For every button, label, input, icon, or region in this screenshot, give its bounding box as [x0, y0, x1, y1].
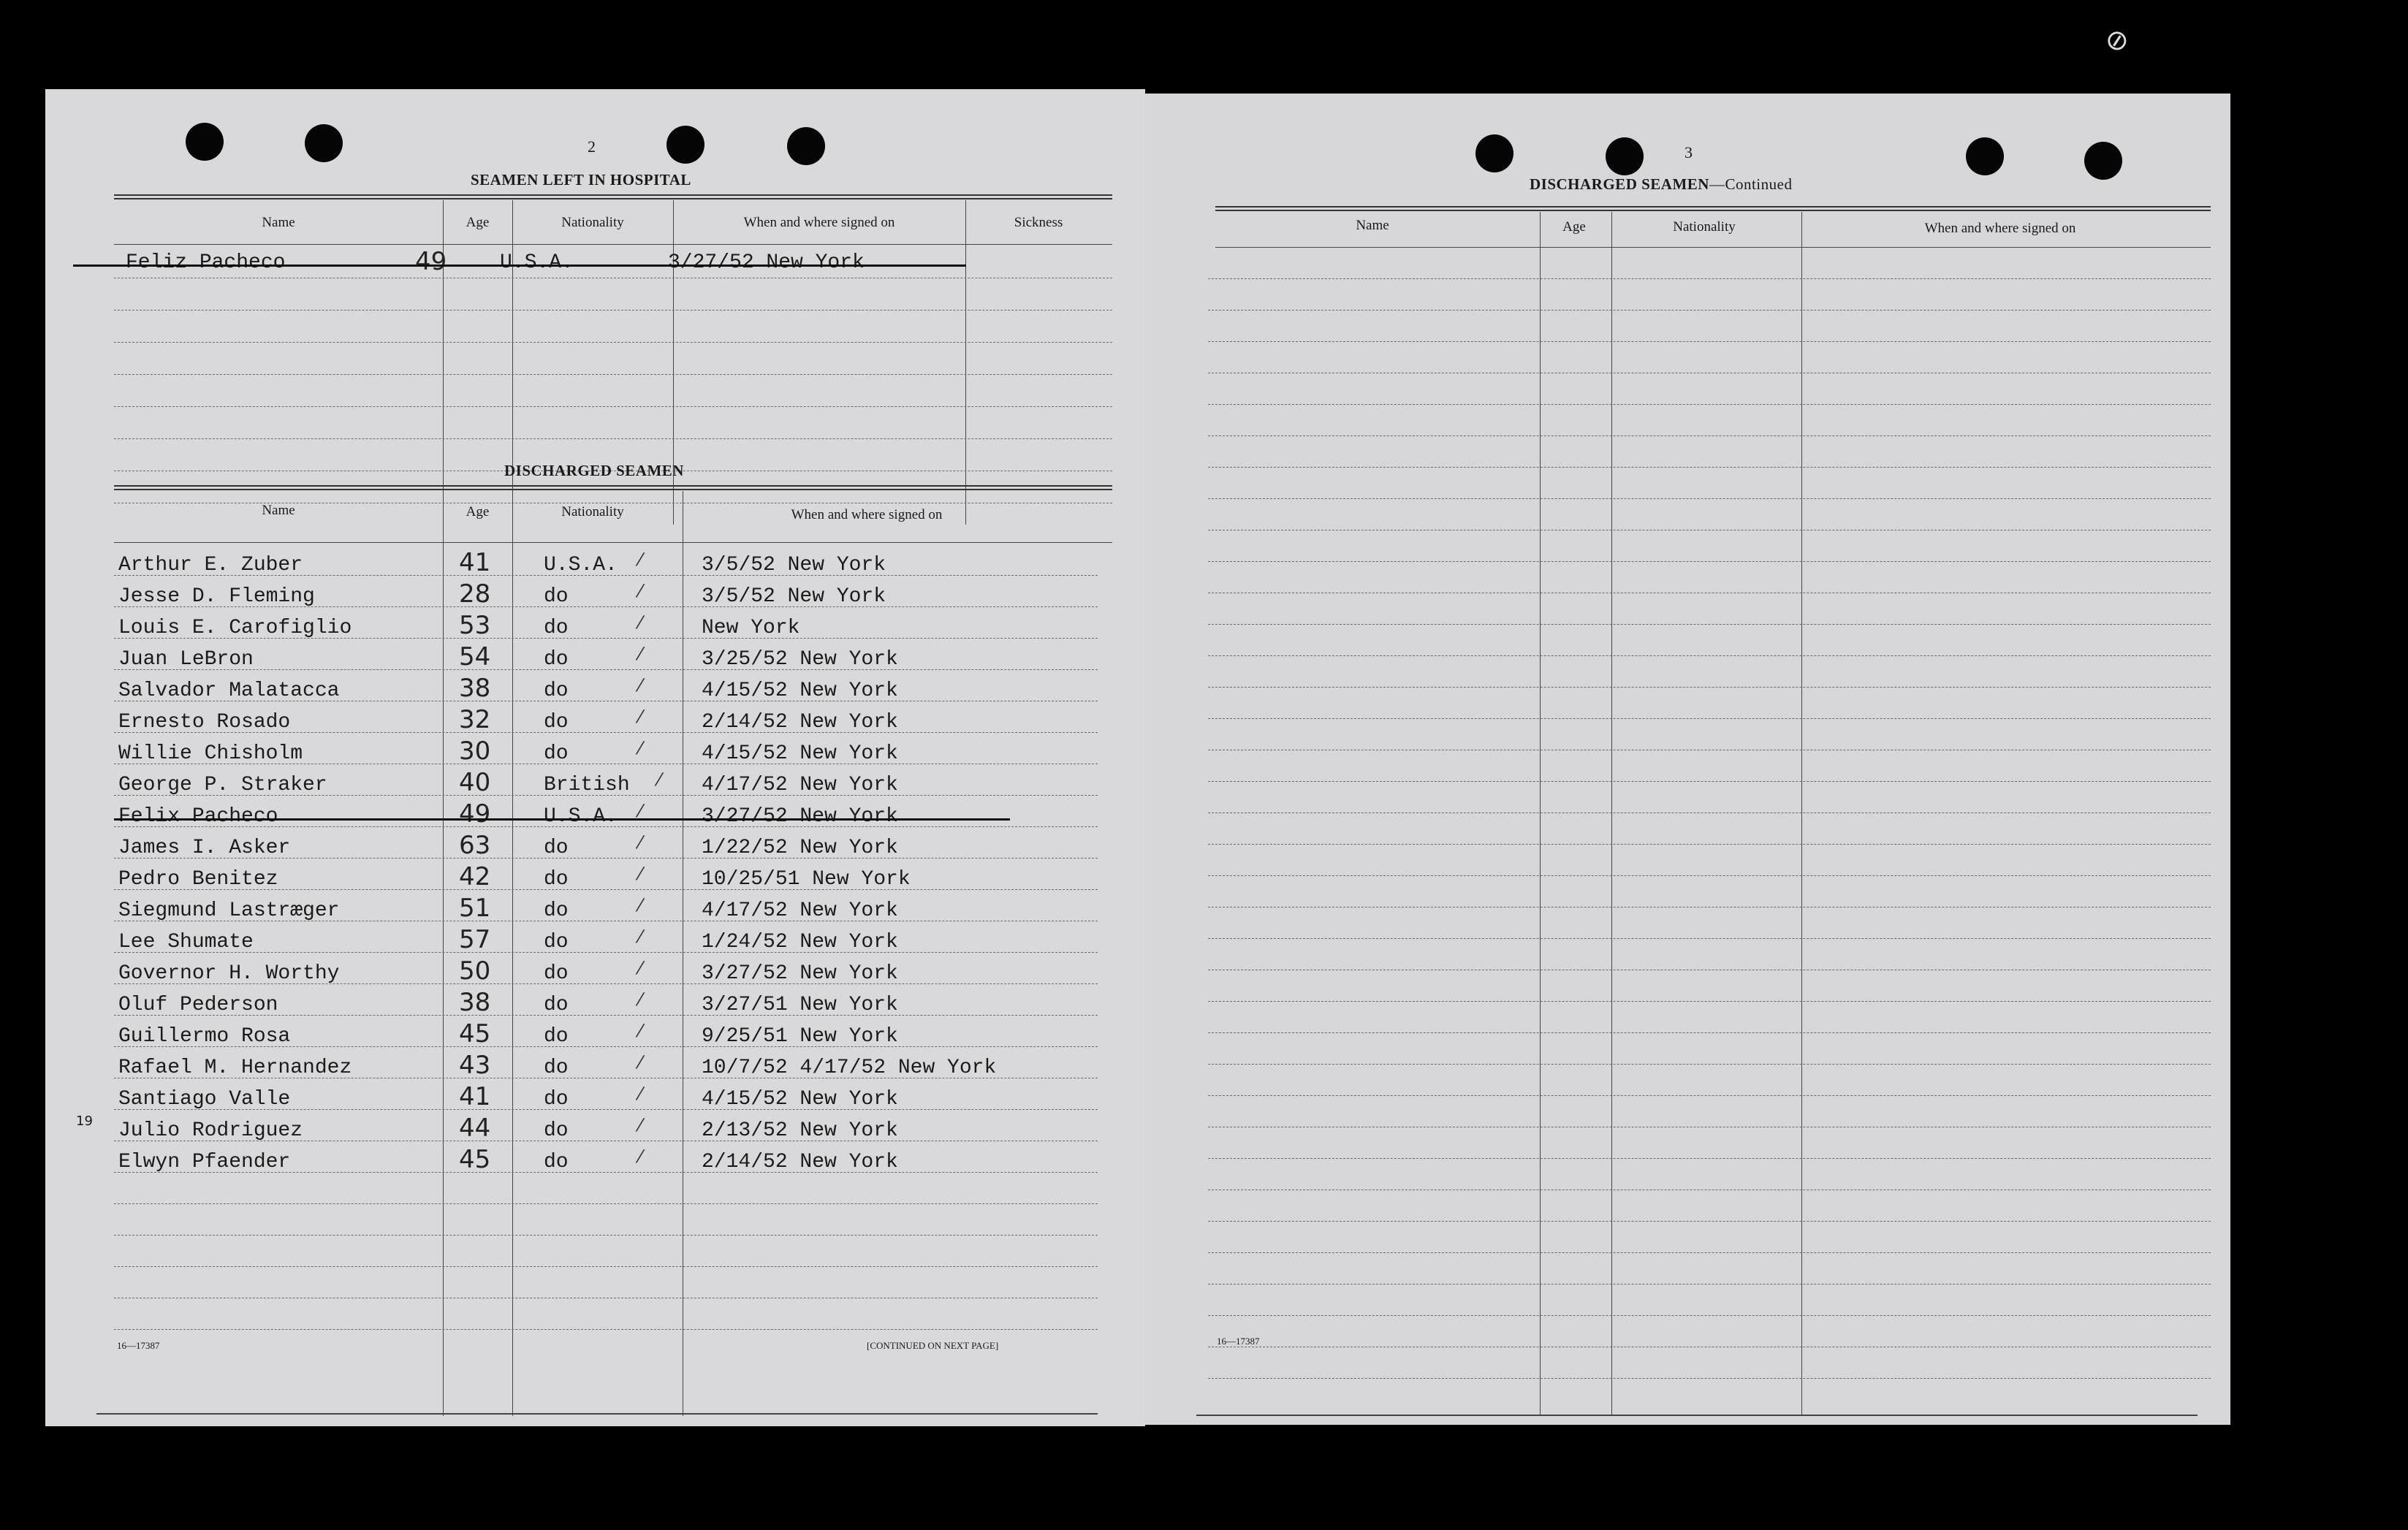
discharged-continued-title: DISCHARGED SEAMEN—Continued: [1530, 175, 1793, 193]
row-rule: [114, 1046, 1098, 1047]
punch-hole: [305, 124, 343, 162]
row-rule: [114, 575, 1098, 576]
seaman-age: 40: [459, 768, 491, 797]
seaman-age: 53: [459, 611, 491, 640]
seaman-age: 30: [459, 737, 491, 766]
strike-through: [114, 818, 1010, 821]
row-rule: [1208, 687, 2211, 688]
row-rule: [1208, 1378, 2211, 1379]
seaman-age: 49: [459, 799, 491, 829]
check-mark-icon: ⁄: [639, 549, 642, 570]
seaman-name: Jesse D. Fleming: [118, 585, 315, 608]
seaman-nationality: do: [544, 1025, 569, 1048]
seaman-name: Arthur E. Zuber: [118, 554, 303, 576]
col-header-name: Name: [1356, 218, 1389, 233]
seaman-age: 45: [459, 1019, 491, 1048]
table-top-rule: [1215, 206, 2211, 211]
check-mark-icon: ⁄: [639, 958, 642, 978]
row-rule: [114, 1203, 1098, 1204]
check-mark-icon: ⁄: [639, 1115, 642, 1135]
seaman-signed-on: 2/13/52 New York: [702, 1119, 898, 1142]
table-top-rule: [114, 194, 1112, 199]
seaman-name: Felix Pacheco: [118, 805, 278, 828]
seaman-nationality: U.S.A.: [544, 554, 618, 576]
header-rule: [114, 542, 1112, 543]
seaman-nationality: do: [544, 1119, 569, 1142]
seaman-name: Guillermo Rosa: [118, 1025, 291, 1048]
row-rule: [1208, 1001, 2211, 1002]
seaman-name: Lee Shumate: [118, 931, 254, 954]
seaman-nationality: do: [544, 742, 569, 765]
seaman-signed-on: 4/17/52 New York: [702, 899, 898, 922]
seaman-signed-on: 3/27/52 New York: [702, 962, 898, 985]
col-header-age: Age: [466, 504, 490, 519]
check-mark-icon: ⁄: [639, 926, 642, 947]
row-rule: [114, 983, 1098, 984]
col-header-age: Age: [466, 215, 490, 230]
header-rule: [1215, 247, 2211, 248]
seaman-signed-on: 2/14/52 New York: [702, 1151, 898, 1173]
seaman-signed-on: 4/15/52 New York: [702, 1088, 898, 1111]
seaman-signed-on: 1/24/52 New York: [702, 931, 898, 954]
seaman-nationality: do: [544, 837, 569, 859]
seaman-name: Pedro Benitez: [118, 868, 278, 891]
seaman-name: Julio Rodriguez: [118, 1119, 303, 1142]
corner-mark: ⊘: [2102, 22, 2132, 58]
col-header-nationality: Nationality: [1673, 219, 1736, 235]
seaman-nationality: do: [544, 680, 569, 702]
seaman-signed-on: 3/27/52 New York: [702, 805, 898, 828]
row-rule: [1208, 1095, 2211, 1096]
row-rule: [114, 1266, 1098, 1267]
seaman-signed-on: 10/25/51 New York: [702, 868, 911, 891]
table-bottom-rule: [96, 1413, 1098, 1415]
seaman-name: Santiago Valle: [118, 1088, 291, 1111]
seaman-signed-on: 9/25/51 New York: [702, 1025, 898, 1048]
col-header-nationality: Nationality: [561, 504, 624, 519]
hospital-age: 49: [415, 247, 447, 276]
form-number: 16—17387: [117, 1340, 160, 1351]
seaman-age: 28: [459, 579, 491, 609]
table-bottom-rule: [1196, 1415, 2198, 1416]
row-rule: [1208, 624, 2211, 625]
seaman-signed-on: New York: [702, 617, 800, 639]
seaman-name: Juan LeBron: [118, 648, 254, 671]
seaman-age: 54: [459, 642, 491, 671]
col-header-name: Name: [262, 215, 295, 230]
row-rule: [1208, 875, 2211, 876]
column-divider: [443, 491, 444, 1416]
row-rule: [1208, 1252, 2211, 1253]
hospital-nationality: U.S.A.: [500, 251, 574, 274]
row-rule: [114, 342, 1112, 343]
hospital-section-title: SEAMEN LEFT IN HOSPITAL: [471, 171, 691, 189]
seaman-name: Salvador Malatacca: [118, 680, 340, 702]
check-mark-icon: ⁄: [639, 1146, 642, 1167]
row-rule: [1208, 781, 2211, 782]
check-mark-icon: ⁄: [639, 675, 642, 696]
punch-hole: [2084, 142, 2122, 180]
punch-hole: [1475, 134, 1513, 172]
col-header-signed: When and where signed on: [791, 507, 943, 522]
seaman-signed-on: 3/25/52 New York: [702, 648, 898, 671]
check-mark-icon: ⁄: [639, 832, 642, 853]
seaman-nationality: do: [544, 868, 569, 891]
seaman-age: 43: [459, 1051, 491, 1080]
row-rule: [114, 1172, 1098, 1173]
seaman-nationality: do: [544, 711, 569, 734]
seaman-name: Oluf Pederson: [118, 994, 278, 1016]
column-divider: [1801, 212, 1802, 1416]
header-rule: [114, 244, 1112, 245]
check-mark-icon: ⁄: [658, 769, 661, 790]
punch-hole: [186, 123, 224, 161]
seaman-age: 41: [459, 1082, 491, 1111]
col-header-name: Name: [262, 503, 295, 518]
continued-note: [CONTINUED ON NEXT PAGE]: [867, 1340, 999, 1351]
check-mark-icon: ⁄: [639, 1052, 642, 1073]
punch-hole: [1966, 137, 2004, 175]
column-divider: [1540, 212, 1541, 1416]
row-rule: [114, 1329, 1098, 1330]
row-rule: [114, 638, 1098, 639]
table-top-rule: [114, 485, 1112, 490]
seaman-name: Ernesto Rosado: [118, 711, 291, 734]
row-rule: [1208, 341, 2211, 342]
check-mark-icon: ⁄: [639, 801, 642, 821]
seaman-age: 63: [459, 831, 491, 860]
row-rule: [1208, 498, 2211, 499]
row-rule: [1208, 938, 2211, 939]
seaman-name: James I. Asker: [118, 837, 291, 859]
seaman-signed-on: 3/5/52 New York: [702, 585, 886, 608]
page-number: 2: [588, 137, 596, 156]
seaman-signed-on: 3/5/52 New York: [702, 554, 886, 576]
seaman-age: 51: [459, 894, 491, 923]
row-rule: [1208, 310, 2211, 311]
seaman-age: 50: [459, 956, 491, 986]
col-header-age: Age: [1562, 219, 1586, 235]
row-rule: [1208, 467, 2211, 468]
punch-hole: [787, 127, 825, 165]
col-header-signed: When and where signed on: [743, 215, 895, 230]
seaman-name: Siegmund Lastræger: [118, 899, 340, 922]
seaman-name: Louis E. Carofiglio: [118, 617, 352, 639]
seaman-age: 32: [459, 705, 491, 734]
row-rule: [114, 606, 1098, 607]
seaman-nationality: do: [544, 648, 569, 671]
row-rule: [114, 669, 1098, 670]
column-divider: [512, 491, 513, 1416]
strike-through: [73, 264, 966, 267]
seaman-nationality: do: [544, 1088, 569, 1111]
check-mark-icon: ⁄: [639, 707, 642, 727]
left-page: [45, 89, 1145, 1426]
seaman-age: 38: [459, 674, 491, 703]
row-rule: [114, 795, 1098, 796]
row-rule: [1208, 812, 2211, 813]
row-rule: [114, 858, 1098, 859]
row-rule: [114, 889, 1098, 890]
check-mark-icon: ⁄: [639, 644, 642, 664]
row-marker: 19: [76, 1114, 93, 1129]
seaman-age: 42: [459, 862, 491, 891]
row-rule: [1208, 655, 2211, 656]
row-rule: [114, 732, 1098, 733]
check-mark-icon: ⁄: [639, 612, 642, 633]
row-rule: [1208, 844, 2211, 845]
seaman-signed-on: 4/15/52 New York: [702, 680, 898, 702]
seaman-nationality: do: [544, 1151, 569, 1173]
row-rule: [1208, 718, 2211, 719]
row-rule: [114, 1015, 1098, 1016]
seaman-signed-on: 4/17/52 New York: [702, 774, 898, 796]
row-rule: [114, 310, 1112, 311]
punch-hole: [1606, 137, 1644, 175]
check-mark-icon: ⁄: [639, 989, 642, 1010]
check-mark-icon: ⁄: [639, 864, 642, 884]
seaman-nationality: do: [544, 994, 569, 1016]
seaman-age: 57: [459, 925, 491, 954]
punch-hole: [666, 126, 704, 164]
seaman-nationality: do: [544, 617, 569, 639]
seaman-name: Rafael M. Hernandez: [118, 1057, 352, 1079]
row-rule: [114, 1235, 1098, 1236]
row-rule: [114, 374, 1112, 375]
row-rule: [1208, 1032, 2211, 1033]
seaman-signed-on: 3/27/51 New York: [702, 994, 898, 1016]
row-rule: [1208, 1064, 2211, 1065]
check-mark-icon: ⁄: [639, 1084, 642, 1104]
seaman-nationality: British: [544, 774, 630, 796]
col-header-signed: When and where signed on: [1924, 221, 2076, 236]
row-rule: [1208, 278, 2211, 279]
row-rule: [114, 952, 1098, 953]
seaman-nationality: U.S.A.: [544, 805, 618, 828]
seaman-name: Governor H. Worthy: [118, 962, 340, 985]
col-header-nationality: Nationality: [561, 215, 624, 230]
seaman-nationality: do: [544, 899, 569, 922]
hospital-name: Feliz Pacheco: [126, 251, 286, 274]
check-mark-icon: ⁄: [639, 581, 642, 601]
check-mark-icon: ⁄: [639, 1021, 642, 1041]
seaman-nationality: do: [544, 1057, 569, 1079]
seaman-age: 38: [459, 988, 491, 1017]
discharged-section-title: DISCHARGED SEAMEN: [504, 462, 684, 479]
row-rule: [1208, 1158, 2211, 1159]
seaman-age: 44: [459, 1114, 491, 1143]
right-page: [1145, 94, 2230, 1425]
row-rule: [114, 1109, 1098, 1110]
seaman-age: 41: [459, 548, 491, 577]
col-header-sickness: Sickness: [1014, 215, 1063, 230]
row-rule: [1208, 1221, 2211, 1222]
seaman-signed-on: 4/15/52 New York: [702, 742, 898, 765]
check-mark-icon: ⁄: [639, 895, 642, 916]
row-rule: [1208, 561, 2211, 562]
column-divider: [1611, 212, 1612, 1416]
row-rule: [114, 406, 1112, 407]
seaman-nationality: do: [544, 585, 569, 608]
row-rule: [1208, 435, 2211, 436]
seaman-nationality: do: [544, 931, 569, 954]
hospital-signed: 3/27/52 New York: [668, 251, 865, 274]
check-mark-icon: ⁄: [639, 738, 642, 758]
seaman-signed-on: 1/22/52 New York: [702, 837, 898, 859]
row-rule: [1208, 404, 2211, 405]
seaman-nationality: do: [544, 962, 569, 985]
row-rule: [1208, 1315, 2211, 1316]
seaman-age: 45: [459, 1145, 491, 1174]
seaman-signed-on: 2/14/52 New York: [702, 711, 898, 734]
row-rule: [114, 826, 1098, 827]
seaman-signed-on: 10/7/52 4/17/52 New York: [702, 1057, 997, 1079]
page-number: 3: [1685, 143, 1693, 161]
form-number: 16—17387: [1217, 1336, 1260, 1347]
seaman-name: Elwyn Pfaender: [118, 1151, 291, 1173]
seaman-name: George P. Straker: [118, 774, 327, 796]
seaman-name: Willie Chisholm: [118, 742, 303, 765]
column-divider: [965, 200, 966, 525]
row-rule: [114, 438, 1112, 439]
